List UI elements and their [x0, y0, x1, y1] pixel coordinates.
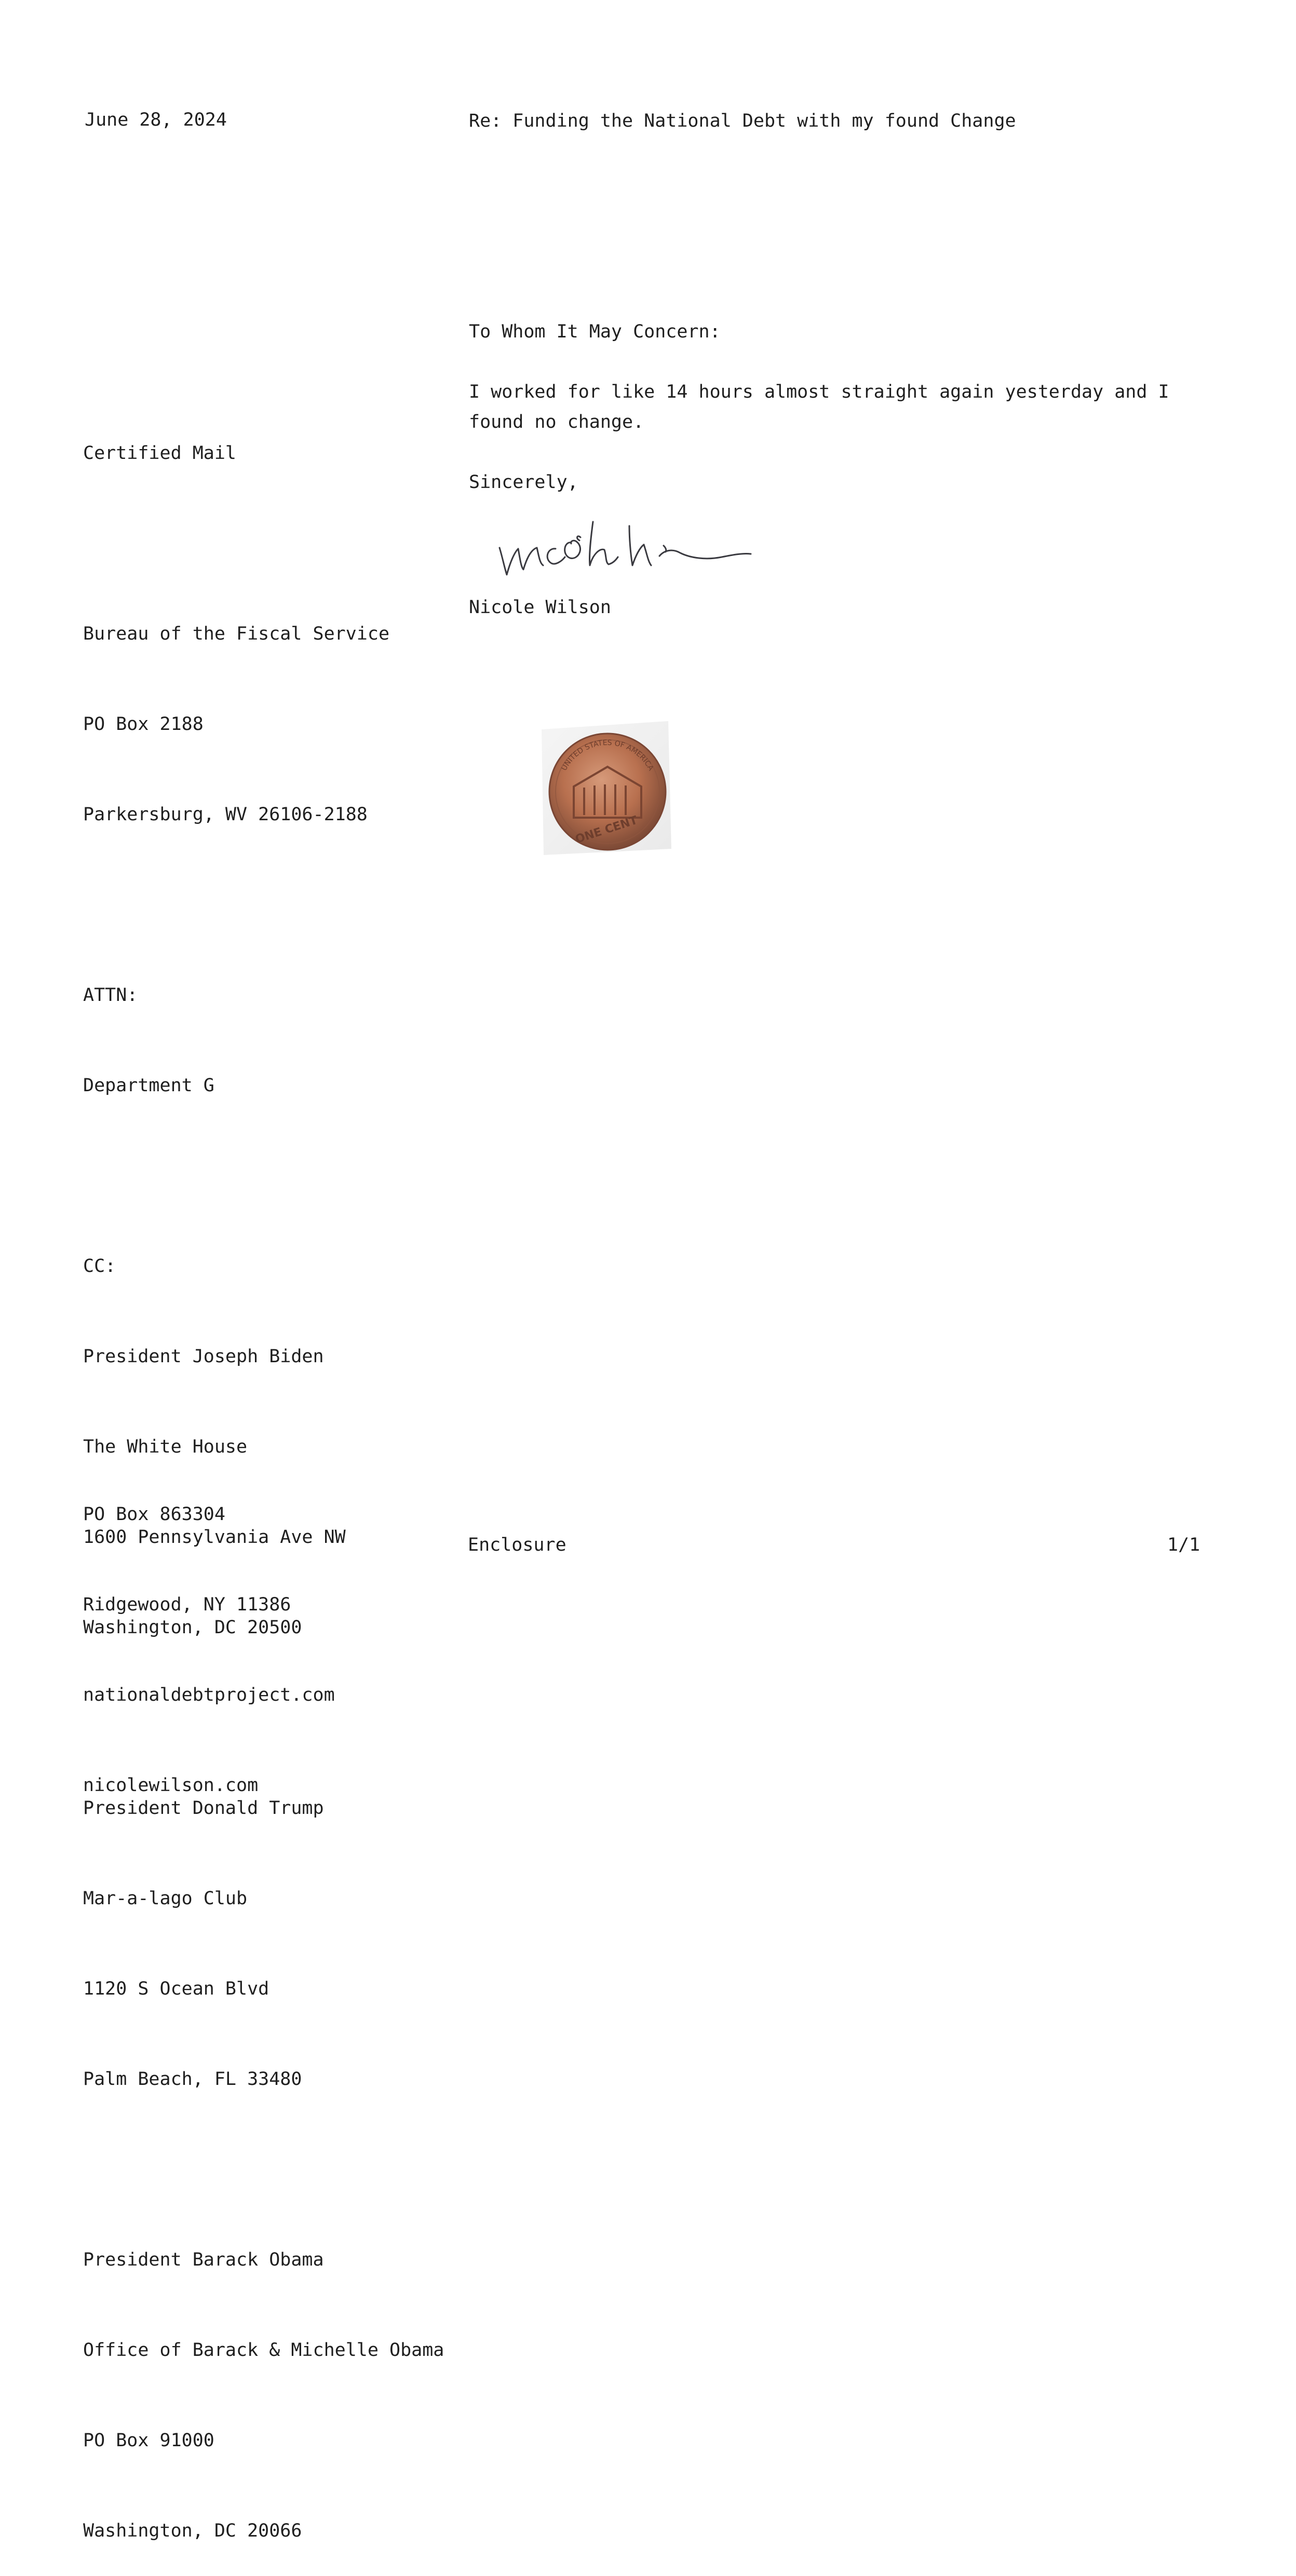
- cc-line: 1120 S Ocean Blvd: [83, 1978, 269, 1999]
- cc-line: Palm Beach, FL 33480: [83, 2069, 302, 2090]
- cc-line: President Joseph Biden: [83, 1346, 324, 1367]
- letter-subject: Re: Funding the National Debt with my found Change: [469, 111, 1016, 131]
- footer-website: nicolewilson.com: [83, 1775, 259, 1796]
- cc-label: CC:: [83, 1256, 116, 1277]
- cc-line: Washington, DC 20066: [83, 2520, 302, 2541]
- enclosure-label: Enclosure: [468, 1535, 566, 1555]
- cc-line: PO Box 91000: [83, 2430, 214, 2451]
- cc-line: 1600 Pennsylvania Ave NW: [83, 1527, 346, 1548]
- letter-date: June 28, 2024: [85, 110, 227, 130]
- letter-body-column: [469, 317, 1185, 497]
- footer-line: Ridgewood, NY 11386: [83, 1594, 291, 1615]
- page-number: 1/1: [1167, 1535, 1200, 1555]
- cc-line: Washington, DC 20500: [83, 1617, 302, 1638]
- recipient-line: PO Box 2188: [83, 714, 204, 735]
- attn-value: Department G: [83, 1075, 214, 1096]
- sender-footer: [83, 1439, 335, 1831]
- recipient-line: Parkersburg, WV 26106-2188: [83, 804, 368, 825]
- coin-inscription: UNITED STATES OF AMERICA: [560, 738, 655, 772]
- cc-line: President Barack Obama: [83, 2249, 324, 2270]
- footer-website: nationaldebtproject.com: [83, 1685, 335, 1705]
- signer-name: Nicole Wilson: [469, 597, 611, 618]
- recipient-line: Bureau of the Fiscal Service: [83, 623, 390, 644]
- delivery-method: Certified Mail: [83, 443, 237, 464]
- cc-line: Office of Barack & Michelle Obama: [83, 2340, 444, 2361]
- enclosed-penny: [537, 719, 673, 860]
- footer-line: PO Box 863304: [83, 1504, 225, 1525]
- coin-denomination: ONE CENT: [573, 814, 640, 846]
- letter-body: I worked for like 14 hours almost straight again yesterday and I found no change.: [469, 382, 1169, 432]
- attn-label: ATTN:: [83, 985, 138, 1006]
- cc-line: President Donald Trump: [83, 1798, 324, 1819]
- closing: Sincerely,: [469, 472, 578, 493]
- salutation: To Whom It May Concern:: [469, 321, 721, 342]
- cc-line: The White House: [83, 1436, 248, 1457]
- cc-line: Mar-a-lago Club: [83, 1888, 248, 1909]
- handwritten-signature: [493, 511, 758, 589]
